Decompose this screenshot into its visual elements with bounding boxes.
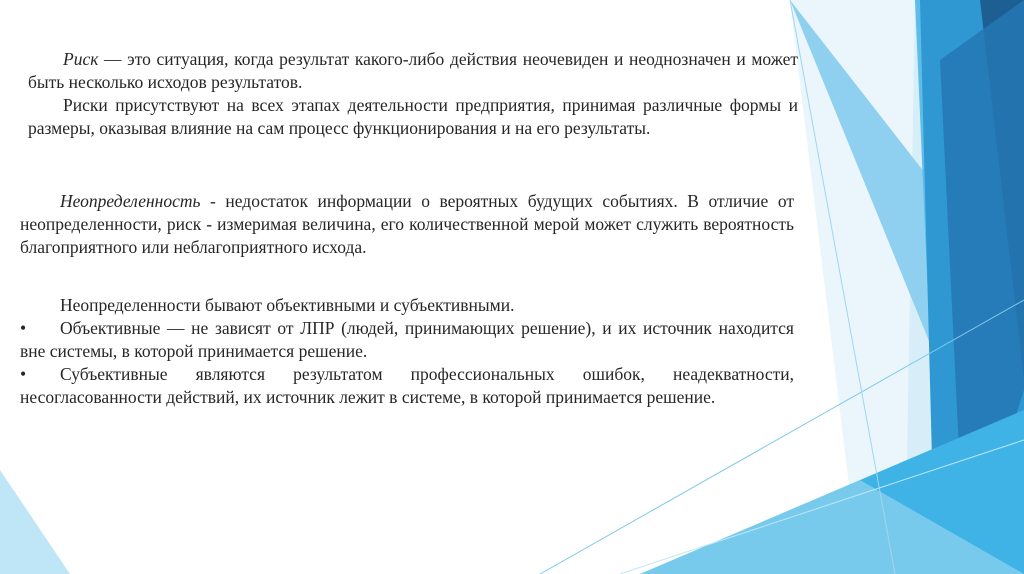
risk-definition-block <box>28 48 798 140</box>
bullet-marker: • <box>20 364 27 384</box>
risk-definition-paragraph <box>28 48 798 94</box>
uncertainty-definition-text: - недостаток информации о вероятных будущих событиях. В отличие от неопределенности, риск - измеримая величина, его количественной мерой может служить вероятность благоприятного или неблагоприятного исхода. <box>20 191 794 257</box>
bullet-text-objective: Объективные — не зависят от ЛПР (людей, принимающих решение), и их источник находится вне системы, в которой принимается решение. <box>20 318 794 361</box>
risk-definition-text: — это ситуация, когда результат какого-либо действия неочевиден и неоднозначен и может быть несколько исходов результатов. <box>28 49 798 92</box>
risks-present-paragraph: Риски присутствуют на всех этапах деятельности предприятия, принимая различные формы и размеры, оказывая влияние на сам процесс функционирования и на его результаты. <box>28 95 798 138</box>
uncertainty-types-block <box>20 294 794 409</box>
uncertainty-block <box>20 190 794 259</box>
bullet-item-objective <box>20 317 794 363</box>
uncertainty-paragraph <box>20 190 794 259</box>
uncertainty-types-lead: Неопределенности бывают объективными и субъективными. <box>60 295 515 315</box>
left-corner-shape <box>0 470 70 574</box>
bullet-text-subjective: Субъективные являются результатом профессиональных ошибок, неадекватности, несогласованности действий, их источник лежит в системе, в которой принимается решение. <box>20 364 794 407</box>
bullet-marker: • <box>20 318 27 338</box>
risk-term: Риск <box>63 49 99 69</box>
uncertainty-term: Неопределенность <box>60 191 201 211</box>
bullet-item-subjective <box>20 363 794 409</box>
